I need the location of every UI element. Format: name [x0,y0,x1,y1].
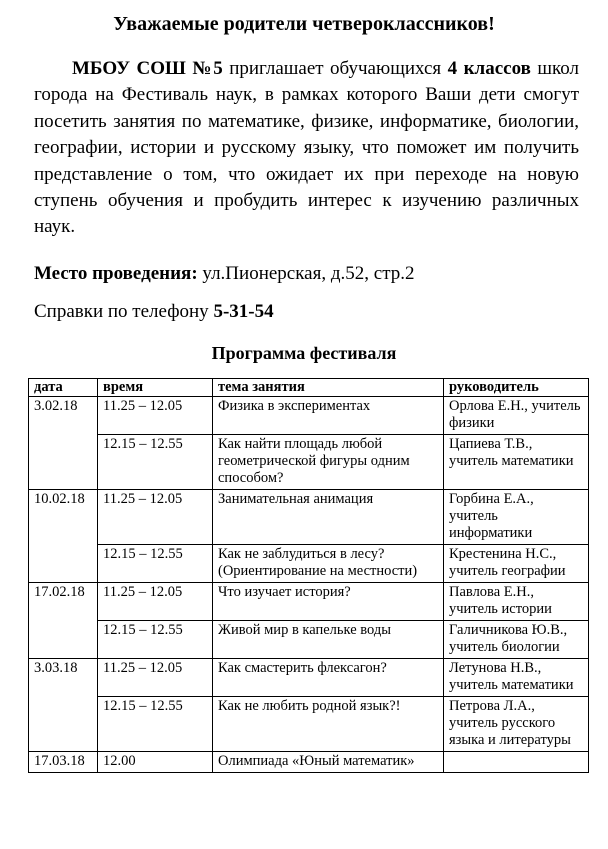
table-row [29,583,589,621]
cell-date: 3.02.18 [29,397,98,490]
cell-topic: Как смастерить флексагон? [213,659,444,697]
cell-date: 10.02.18 [29,490,98,583]
grades-text: 4 классов [447,58,531,79]
table-row [29,752,589,773]
cell-time: 12.15 – 12.55 [98,621,213,659]
cell-time: 11.25 – 12.05 [98,583,213,621]
cell-topic: Что изучает история? [213,583,444,621]
cell-date: 3.03.18 [29,659,98,752]
cell-time: 11.25 – 12.05 [98,659,213,697]
cell-leader [444,752,589,773]
cell-leader: Крестенина Н.С., учитель географии [444,545,589,583]
cell-leader: Цапиева Т.В., учитель математики [444,435,589,490]
page-title: Уважаемые родители четвероклассников! [113,13,495,35]
table-row [29,435,589,490]
cell-topic: Как не любить родной язык?! [213,697,444,752]
table-row [29,659,589,697]
cell-topic: Занимательная анимация [213,490,444,545]
cell-date: 17.03.18 [29,752,98,773]
table-row [29,545,589,583]
cell-time: 12.15 – 12.55 [98,435,213,490]
header-topic: тема занятия [213,379,444,397]
cell-topic: Как не заблудиться в лесу? (Ориентирование на местности) [213,545,444,583]
cell-leader: Петрова Л.А., учитель русского языка и литературы [444,697,589,752]
school-name: МБОУ СОШ №5 [72,58,223,79]
table-row [29,697,589,752]
cell-leader: Горбина Е.А., учитель информатики [444,490,589,545]
header-leader: руководитель [444,379,589,397]
table-row [29,397,589,435]
cell-leader: Летунова Н.В., учитель математики [444,659,589,697]
cell-topic: Живой мир в капельке воды [213,621,444,659]
intro-text-2: школ города на Фестиваль наук, в рамках которого Ваши дети смогут посетить занятия по математике, физике, информатике, биологии, географии, истории и русскому языку, что поможет им получить представление о том, что ожидает их при переходе на новую ступень обучения и пробудить интерес к изучению различных наук. [34,58,579,238]
phone-label: Справки по телефону [34,301,214,322]
cell-topic: Как найти площадь любой геометрической фигуры одним способом? [213,435,444,490]
intro-text-1: приглашает обучающихся [222,58,448,79]
cell-leader: Павлова Е.Н., учитель истории [444,583,589,621]
cell-time: 12.00 [98,752,213,773]
cell-leader: Орлова Е.Н., учитель физики [444,397,589,435]
header-date: дата [29,379,98,397]
cell-topic: Физика в экспериментах [213,397,444,435]
cell-time: 11.25 – 12.05 [98,397,213,435]
cell-leader: Галичникова Ю.В., учитель биологии [444,621,589,659]
table-row [29,621,589,659]
cell-time: 11.25 – 12.05 [98,490,213,545]
cell-time: 12.15 – 12.55 [98,545,213,583]
cell-time: 12.15 – 12.55 [98,697,213,752]
table-header-row [29,379,589,397]
venue-label: Место проведения: [34,263,198,284]
phone-line [34,300,579,324]
program-title: Программа фестиваля [211,343,397,363]
phone-number: 5-31-54 [213,301,274,322]
intro-paragraph [34,56,579,241]
venue-value: ул.Пионерская, д.52, стр.2 [197,263,415,284]
venue-line [34,262,579,286]
header-time: время [98,379,213,397]
cell-date: 17.02.18 [29,583,98,659]
schedule-table [28,378,589,773]
cell-topic: Олимпиада «Юный математик» [213,752,444,773]
table-row [29,490,589,545]
